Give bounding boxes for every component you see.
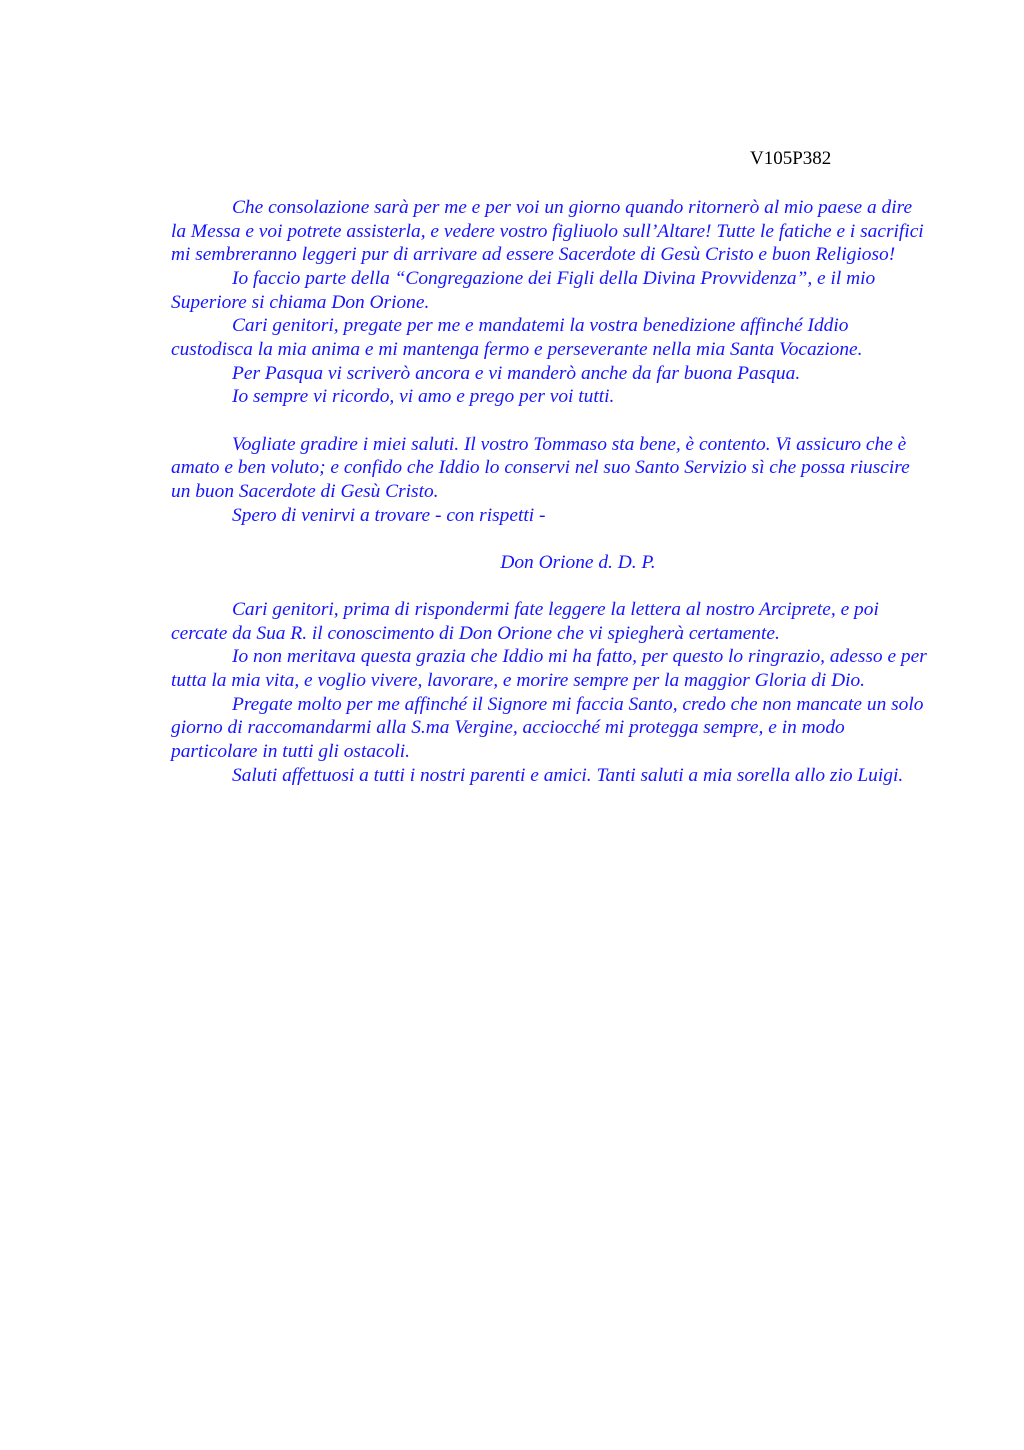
paragraph: Cari genitori, prima di rispondermi fate leggere la lettera al nostro Arciprete, e poi cercate da Sua R. il conoscimento di Don Orione che vi spiegherà certamente. [171,599,879,644]
paragraph: Saluti affettuosi a tutti i nostri parenti e amici. Tanti saluti a mia sorella allo zio Luigi. [232,764,904,786]
blank-line [171,574,927,598]
paragraph: Io faccio parte della “Congregazione dei Figli della Divina Provvidenza”, e il mio Superiore si chiama Don Orione. [171,267,876,313]
blank-line [171,527,927,551]
paragraph: Pregate molto per me affinché il Signore mi faccia Santo, credo che non mancate un solo giorno di raccomandarmi alla S.ma Vergine, acciocché mi protegga sempre, e in modo particolare in tutti gli ostacoli. [171,693,924,763]
page-reference: V105P382 [750,148,832,169]
paragraph: Che consolazione sarà per me e per voi un giorno quando ritornerò al mio paese a dire la Messa e voi potrete assisterla, e vedere vostro figliuolo sull’Altare! Tutte le fatiche e i sacrifici mi sembreranno leggeri pur di arrivare ad essere Sacerdote di Gesù Cristo e buon Religioso! [171,197,924,266]
paragraph: Io sempre vi ricordo, vi amo e prego per voi tutti. [232,386,615,408]
blank-line [171,409,927,433]
paragraph: Spero di venirvi a trovare - con rispetti - [232,504,546,526]
signature: Don Orione d. D. P. [500,551,656,573]
letter-body [171,196,927,787]
paragraph: Cari genitori, pregate per me e mandatemi la vostra benedizione affinché Iddio custodisca la mia anima e mi mantenga fermo e perseverante nella mia Santa Vocazione. [171,315,863,360]
paragraph: Per Pasqua vi scriverò ancora e vi manderò anche da far buona Pasqua. [232,362,801,384]
paragraph: Vogliate gradire i miei saluti. Il vostro Tommaso sta bene, è contento. Vi assicuro che è amato e ben voluto; e confido che Iddio lo conservi nel suo Santo Servizio sì che possa riuscire un buon Sacerdote di Gesù Cristo. [171,433,910,502]
paragraph: Io non meritava questa grazia che Iddio mi ha fatto, per questo lo ringrazio, adesso e per tutta la mia vita, e voglio vivere, lavorare, e morire sempre per la maggior Gloria di Dio. [171,646,927,692]
